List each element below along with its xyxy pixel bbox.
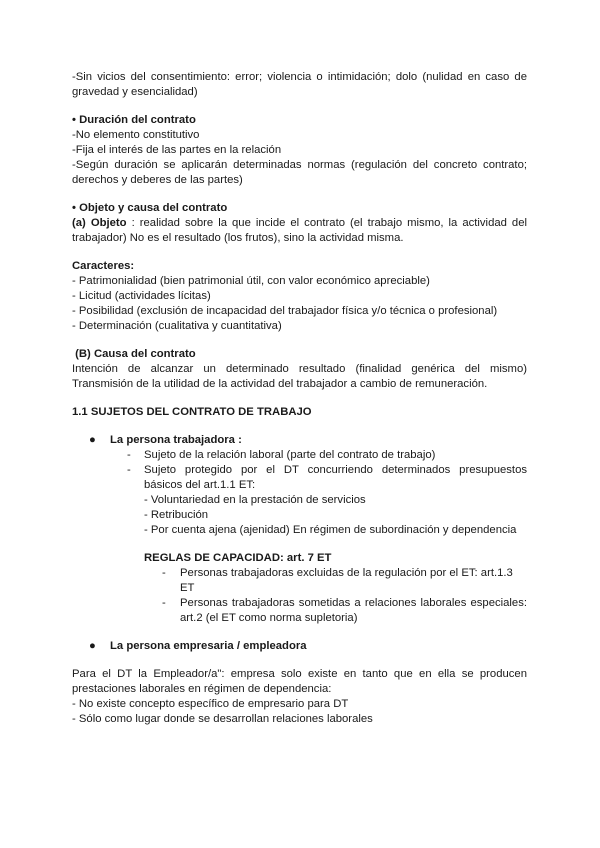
empleador-line: - No existe concepto específico de empresario para DT: [72, 698, 349, 710]
presupuesto-line: - Voluntariedad en la prestación de servicios: [144, 494, 366, 506]
objeto-paragraph: [72, 216, 527, 246]
dash-marker: -: [162, 597, 166, 609]
duracion-heading: • Duración del contrato: [72, 114, 196, 126]
vicios-paragraph: -Sin vicios del consentimiento: error; violencia o intimidación; dolo (nulidad en caso de gravedad y esencialidad): [72, 71, 527, 98]
duracion-line: -Fija el interés de las partes en la relación: [72, 144, 282, 156]
dash-marker: -: [162, 567, 166, 579]
empleador-line: - Sólo como lugar donde se desarrollan relaciones laborales: [72, 713, 373, 725]
document-page: [72, 70, 527, 727]
regla-text: Personas trabajadoras sometidas a relaciones laborales especiales: art.2 (el ET como norma supletoria): [180, 597, 527, 624]
empleador-paragraph: Para el DT la Empleador/a": empresa solo existe en tanto que en ella se producen prestaciones laborales en régimen de dependencia:: [72, 668, 527, 695]
reglas-heading: REGLAS DE CAPACIDAD: art. 7 ET: [144, 552, 332, 564]
dash-marker: -: [127, 464, 131, 476]
duracion-line: -Según duración se aplicarán determinadas normas (regulación del concreto contrato; derechos y deberes de las partes): [72, 159, 527, 186]
caracteres-line: - Licitud (actividades lícitas): [72, 290, 211, 302]
empresaria-bullet: [72, 639, 527, 654]
presupuesto-line: - Por cuenta ajena (ajenidad) En régimen de subordinación y dependencia: [144, 524, 517, 536]
sujetos-heading: 1.1 SUJETOS DEL CONTRATO DE TRABAJO: [72, 406, 312, 418]
trabajadora-item-text: Sujeto de la relación laboral (parte del contrato de trabajo): [144, 449, 436, 461]
causa-heading: (B) Causa del contrato: [72, 348, 196, 360]
trabajadora-item: [72, 463, 527, 493]
empresaria-heading: La persona empresaria / empleadora: [110, 640, 307, 652]
trabajadora-bullet: [72, 433, 527, 448]
objeto-causa-heading: • Objeto y causa del contrato: [72, 202, 228, 214]
caracteres-line: - Determinación (cualitativa y cuantitativa): [72, 320, 282, 332]
objeto-label: (a) Objeto: [72, 217, 127, 229]
regla-item: [72, 566, 527, 596]
trabajadora-item-text: Sujeto protegido por el DT concurriendo determinados presupuestos básicos del art.1.1 ET:: [144, 464, 527, 491]
duracion-line: -No elemento constitutivo: [72, 129, 200, 141]
caracteres-heading: Caracteres:: [72, 260, 135, 272]
caracteres-line: - Patrimonialidad (bien patrimonial útil, con valor económico apreciable): [72, 275, 430, 287]
bullet-dot: ●: [89, 434, 96, 446]
regla-text: Personas trabajadoras excluidas de la regulación por el ET: art.1.3 ET: [180, 567, 513, 594]
dash-marker: -: [127, 449, 131, 461]
regla-item: [72, 596, 527, 626]
presupuesto-line: - Retribución: [144, 509, 209, 521]
trabajadora-heading: La persona trabajadora :: [110, 434, 242, 446]
caracteres-line: - Posibilidad (exclusión de incapacidad del trabajador física y/o técnica o profesional): [72, 305, 498, 317]
causa-paragraph: Intención de alcanzar un determinado resultado (finalidad genérica del mismo) Transmisión de la utilidad de la actividad del trabajador a cambio de remuneración.: [72, 363, 527, 390]
bullet-dot: ●: [89, 640, 96, 652]
trabajadora-item: [72, 448, 527, 463]
objeto-text: : realidad sobre la que incide el contrato (el trabajo mismo, la actividad del trabajador) No es el resultado (los frutos), sino la actividad misma.: [72, 217, 527, 244]
